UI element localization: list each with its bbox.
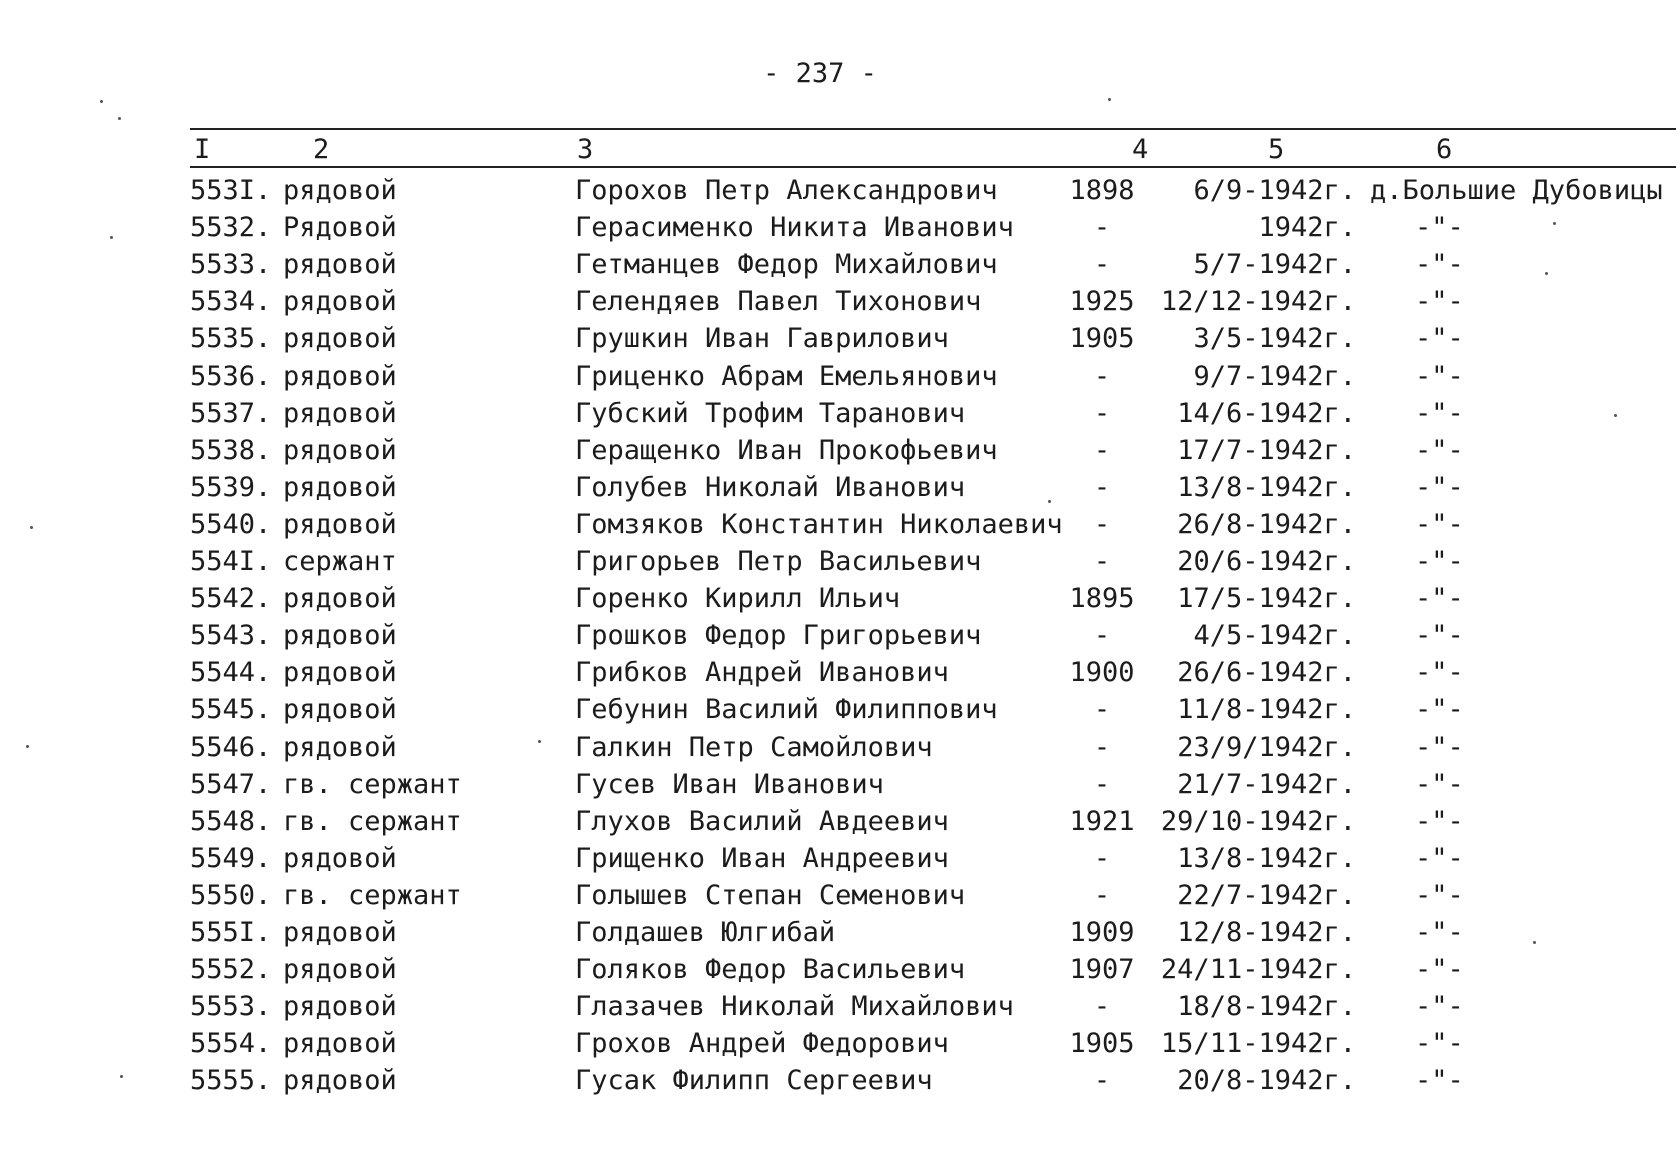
rank: рядовой bbox=[283, 286, 397, 318]
birth-year: - bbox=[1093, 546, 1111, 577]
full-name: Глухов Василий Авдеевич bbox=[575, 805, 949, 837]
record-number: 5533. bbox=[190, 249, 272, 281]
record-number: 5547. bbox=[190, 768, 272, 800]
full-name: Голдашев Юлгибай bbox=[575, 917, 836, 948]
rank: рядовой bbox=[283, 434, 397, 466]
rank: гв. сержант bbox=[283, 768, 462, 800]
death-date: 3/5-1942г. bbox=[1193, 323, 1356, 355]
record-number: 5535. bbox=[190, 323, 272, 355]
burial-place: -"- bbox=[1415, 768, 1464, 800]
death-date: 14/6-1942г. bbox=[1177, 397, 1356, 429]
birth-year: 1909 bbox=[1069, 917, 1135, 948]
table-row bbox=[0, 691, 1680, 728]
burial-place: -"- bbox=[1415, 434, 1464, 466]
table-row bbox=[0, 283, 1680, 320]
death-date: 9/7-1942г. bbox=[1193, 360, 1356, 392]
death-date: 5/7-1942г. bbox=[1193, 249, 1356, 281]
burial-place: -"- bbox=[1415, 917, 1464, 948]
burial-place: -"- bbox=[1415, 731, 1464, 763]
full-name: Гетманцев Федор Михайлович bbox=[575, 249, 998, 281]
scan-speck bbox=[30, 526, 33, 529]
birth-year: - bbox=[1093, 397, 1111, 429]
scan-speck bbox=[1553, 222, 1556, 225]
death-date: 20/6-1942г. bbox=[1177, 546, 1356, 577]
full-name: Галкин Петр Самойлович bbox=[575, 731, 933, 763]
record-number: 5538. bbox=[190, 434, 272, 466]
table-row bbox=[0, 320, 1680, 357]
rank: Рядовой bbox=[283, 212, 397, 244]
death-date: 22/7-1942г. bbox=[1177, 879, 1356, 911]
record-number: 5532. bbox=[190, 212, 272, 244]
rank: рядовой bbox=[283, 917, 397, 948]
scan-speck bbox=[1533, 941, 1536, 944]
record-number: 5554. bbox=[190, 1028, 272, 1060]
birth-year: - bbox=[1093, 620, 1111, 652]
burial-place: -"- bbox=[1415, 1065, 1464, 1097]
birth-year: - bbox=[1093, 212, 1111, 244]
record-number: 5539. bbox=[190, 471, 272, 503]
full-name: Горенко Кирилл Ильич bbox=[575, 583, 901, 615]
scan-speck bbox=[1614, 414, 1617, 417]
full-name: Гусак Филипп Сергеевич bbox=[575, 1065, 933, 1097]
table-row bbox=[0, 506, 1680, 543]
record-number: 5536. bbox=[190, 360, 272, 392]
birth-year: 1907 bbox=[1069, 954, 1135, 986]
scan-speck bbox=[120, 1075, 123, 1078]
rank: рядовой bbox=[283, 991, 397, 1023]
column-header-6: 6 bbox=[1436, 134, 1453, 165]
burial-place: -"- bbox=[1415, 620, 1464, 652]
death-date: 4/5-1942г. bbox=[1193, 620, 1356, 652]
table-row bbox=[0, 729, 1680, 766]
full-name: Глазачев Николай Михайлович bbox=[575, 991, 1014, 1023]
header-rule bbox=[190, 166, 1676, 168]
birth-year: - bbox=[1093, 731, 1111, 763]
full-name: Григорьев Петр Васильевич bbox=[575, 546, 982, 577]
record-number: 553I. bbox=[190, 175, 272, 206]
table-row bbox=[0, 617, 1680, 654]
table-row bbox=[0, 395, 1680, 432]
table-row bbox=[0, 803, 1680, 840]
death-date: 1942г. bbox=[1258, 212, 1356, 244]
record-number: 5552. bbox=[190, 954, 272, 986]
record-number: 555I. bbox=[190, 917, 272, 948]
record-number: 5534. bbox=[190, 286, 272, 318]
rank: сержант bbox=[283, 546, 397, 577]
record-number: 5555. bbox=[190, 1065, 272, 1097]
scan-speck bbox=[1108, 98, 1111, 101]
rank: рядовой bbox=[283, 583, 397, 615]
column-header-2: 2 bbox=[313, 134, 330, 165]
death-date: 26/6-1942г. bbox=[1177, 657, 1356, 689]
burial-place: -"- bbox=[1415, 286, 1464, 318]
death-date: 11/8-1942г. bbox=[1177, 694, 1356, 726]
burial-place: -"- bbox=[1415, 657, 1464, 689]
table-row bbox=[0, 580, 1680, 617]
burial-place: -"- bbox=[1415, 508, 1464, 540]
scan-speck bbox=[118, 117, 121, 120]
table-row bbox=[0, 172, 1680, 209]
rank: рядовой bbox=[283, 620, 397, 652]
full-name: Гомзяков Константин Николаевич bbox=[575, 508, 1063, 540]
page-number: - 237 - bbox=[763, 58, 877, 89]
record-number: 5545. bbox=[190, 694, 272, 726]
burial-place: -"- bbox=[1415, 1028, 1464, 1060]
burial-place: -"- bbox=[1415, 249, 1464, 281]
scan-speck bbox=[110, 236, 113, 239]
scan-speck bbox=[100, 100, 103, 103]
burial-place: д.Большие Дубовицы bbox=[1370, 175, 1663, 206]
death-date: 23/9/1942г. bbox=[1177, 731, 1356, 763]
rank: рядовой bbox=[283, 694, 397, 726]
table-row bbox=[0, 246, 1680, 283]
table-row bbox=[0, 358, 1680, 395]
burial-place: -"- bbox=[1415, 360, 1464, 392]
burial-place: -"- bbox=[1415, 212, 1464, 244]
column-header-4: 4 bbox=[1132, 134, 1149, 165]
full-name: Геращенко Иван Прокофьевич bbox=[575, 434, 998, 466]
birth-year: - bbox=[1093, 991, 1111, 1023]
burial-place: -"- bbox=[1415, 471, 1464, 503]
rank: гв. сержант bbox=[283, 879, 462, 911]
full-name: Горохов Петр Александрович bbox=[575, 175, 998, 206]
death-date: 29/10-1942г. bbox=[1160, 805, 1356, 837]
death-date: 20/8-1942г. bbox=[1177, 1065, 1356, 1097]
burial-place: -"- bbox=[1415, 954, 1464, 986]
birth-year: 1905 bbox=[1069, 1028, 1135, 1060]
rank: рядовой bbox=[283, 954, 397, 986]
table-row bbox=[0, 951, 1680, 988]
scan-speck bbox=[538, 740, 541, 743]
burial-place: -"- bbox=[1415, 805, 1464, 837]
birth-year: - bbox=[1093, 768, 1111, 800]
full-name: Грищенко Иван Андреевич bbox=[575, 842, 949, 874]
full-name: Голышев Степан Семенович bbox=[575, 879, 966, 911]
birth-year: 1898 bbox=[1069, 175, 1135, 206]
birth-year: - bbox=[1093, 842, 1111, 874]
column-header-5: 5 bbox=[1268, 134, 1285, 165]
burial-place: -"- bbox=[1415, 546, 1464, 577]
record-number: 5553. bbox=[190, 991, 272, 1023]
rank: рядовой bbox=[283, 842, 397, 874]
birth-year: 1921 bbox=[1069, 805, 1135, 837]
full-name: Грошков Федор Григорьевич bbox=[575, 620, 982, 652]
burial-place: -"- bbox=[1415, 323, 1464, 355]
birth-year: - bbox=[1093, 360, 1111, 392]
death-date: 17/7-1942г. bbox=[1177, 434, 1356, 466]
rank: рядовой bbox=[283, 323, 397, 355]
table-row bbox=[0, 988, 1680, 1025]
table-row bbox=[0, 209, 1680, 246]
column-header-1: I bbox=[194, 134, 211, 165]
record-number: 5537. bbox=[190, 397, 272, 429]
burial-place: -"- bbox=[1415, 397, 1464, 429]
table-row bbox=[0, 1025, 1680, 1062]
full-name: Грушкин Иван Гаврилович bbox=[575, 323, 949, 355]
rank: рядовой bbox=[283, 249, 397, 281]
birth-year: - bbox=[1093, 471, 1111, 503]
full-name: Грохов Андрей Федорович bbox=[575, 1028, 949, 1060]
table-row bbox=[0, 1062, 1680, 1099]
death-date: 18/8-1942г. bbox=[1177, 991, 1356, 1023]
full-name: Гриценко Абрам Емельянович bbox=[575, 360, 998, 392]
record-number: 5546. bbox=[190, 731, 272, 763]
record-number: 5549. bbox=[190, 842, 272, 874]
full-name: Гелендяев Павел Тихонович bbox=[575, 286, 982, 318]
burial-place: -"- bbox=[1415, 842, 1464, 874]
rank: рядовой bbox=[283, 657, 397, 689]
column-header-3: 3 bbox=[577, 134, 594, 165]
record-number: 5550. bbox=[190, 879, 272, 911]
birth-year: 1905 bbox=[1069, 323, 1135, 355]
full-name: Гебунин Василий Филиппович bbox=[575, 694, 998, 726]
rank: рядовой bbox=[283, 1028, 397, 1060]
table-row bbox=[0, 469, 1680, 506]
death-date: 24/11-1942г. bbox=[1160, 954, 1356, 986]
birth-year: 1895 bbox=[1069, 583, 1135, 615]
birth-year: - bbox=[1093, 434, 1111, 466]
table-row bbox=[0, 766, 1680, 803]
scan-speck bbox=[26, 745, 29, 748]
scan-speck bbox=[1545, 272, 1548, 275]
birth-year: 1925 bbox=[1069, 286, 1135, 318]
record-number: 5543. bbox=[190, 620, 272, 652]
full-name: Губский Трофим Таранович bbox=[575, 397, 966, 429]
rank: рядовой bbox=[283, 175, 397, 206]
rank: рядовой bbox=[283, 397, 397, 429]
full-name: Грибков Андрей Иванович bbox=[575, 657, 949, 689]
full-name: Голубев Николай Иванович bbox=[575, 471, 966, 503]
table-top-rule bbox=[190, 128, 1676, 130]
death-date: 17/5-1942г. bbox=[1177, 583, 1356, 615]
table-row bbox=[0, 877, 1680, 914]
rank: рядовой bbox=[283, 508, 397, 540]
rank: рядовой bbox=[283, 731, 397, 763]
burial-place: -"- bbox=[1415, 879, 1464, 911]
rank: рядовой bbox=[283, 360, 397, 392]
birth-year: - bbox=[1093, 508, 1111, 540]
record-number: 5548. bbox=[190, 805, 272, 837]
full-name: Гусев Иван Иванович bbox=[575, 768, 884, 800]
rank: рядовой bbox=[283, 471, 397, 503]
death-date: 13/8-1942г. bbox=[1177, 842, 1356, 874]
death-date: 6/9-1942г. bbox=[1193, 175, 1356, 206]
rank: гв. сержант bbox=[283, 805, 462, 837]
death-date: 12/12-1942г. bbox=[1160, 286, 1356, 318]
birth-year: 1900 bbox=[1069, 657, 1135, 689]
record-number: 5542. bbox=[190, 583, 272, 615]
burial-place: -"- bbox=[1415, 991, 1464, 1023]
table-row bbox=[0, 432, 1680, 469]
burial-place: -"- bbox=[1415, 694, 1464, 726]
death-date: 12/8-1942г. bbox=[1177, 917, 1356, 948]
scan-speck bbox=[1048, 500, 1051, 503]
record-number: 5544. bbox=[190, 657, 272, 689]
rank: рядовой bbox=[283, 1065, 397, 1097]
death-date: 13/8-1942г. bbox=[1177, 471, 1356, 503]
birth-year: - bbox=[1093, 879, 1111, 911]
birth-year: - bbox=[1093, 694, 1111, 726]
birth-year: - bbox=[1093, 249, 1111, 281]
full-name: Герасименко Никита Иванович bbox=[575, 212, 1014, 244]
table-row bbox=[0, 840, 1680, 877]
burial-place: -"- bbox=[1415, 583, 1464, 615]
full-name: Голяков Федор Васильевич bbox=[575, 954, 966, 986]
death-date: 21/7-1942г. bbox=[1177, 768, 1356, 800]
table-row bbox=[0, 543, 1680, 580]
table-row bbox=[0, 654, 1680, 691]
birth-year: - bbox=[1093, 1065, 1111, 1097]
record-number: 5540. bbox=[190, 508, 272, 540]
death-date: 26/8-1942г. bbox=[1177, 508, 1356, 540]
table-row bbox=[0, 914, 1680, 951]
record-number: 554I. bbox=[190, 546, 272, 577]
death-date: 15/11-1942г. bbox=[1160, 1028, 1356, 1060]
